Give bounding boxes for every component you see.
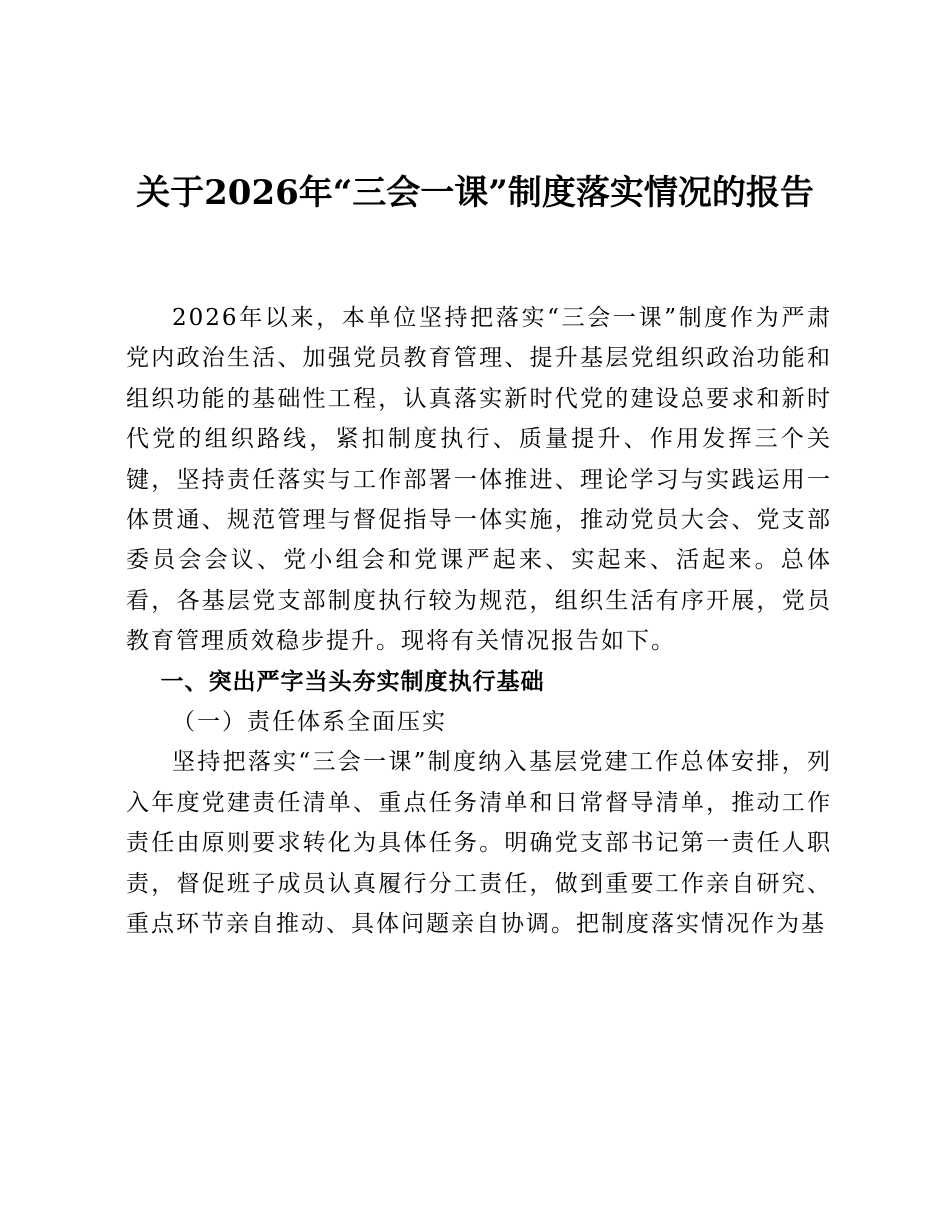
document-body bbox=[126, 298, 832, 945]
subsection-paragraph-1: 坚持把落实“三会一课”制度纳入基层党建工作总体安排，列入年度党建责任清单、重点任务清单和日常督导清单，推动工作责任由原则要求转化为具体任务。明确党支部书记第一责任人职责，督促班子成员认真履行分工责任，做到重要工作亲自研究、重点环节亲自推动、具体问题亲自协调。把制度落实情况作为基 bbox=[126, 749, 832, 938]
section-heading-1: 一、突出严字当头夯实制度执行基础 bbox=[160, 668, 545, 695]
document-title: 关于2026年“三会一课”制度落实情况的报告 bbox=[136, 173, 814, 213]
intro-paragraph: 2026年以来，本单位坚持把落实“三会一课”制度作为严肃党内政治生活、加强党员教育管理、提升基层党组织政治功能和组织功能的基础性工程，认真落实新时代党的建设总要求和新时代党的组织路线，紧扣制度执行、质量提升、作用发挥三个关键，坚持责任落实与工作部署一体推进、理论学习与实践运用一体贯通、规范管理与督促指导一体实施，推动党员大会、党支部委员会会议、党小组会和党课严起来、实起来、活起来。总体看，各基层党支部制度执行较为规范，组织生活有序开展，党员教育管理质效稳步提升。现将有关情况报告如下。 bbox=[126, 305, 832, 655]
subsection-heading-1: （一）责任体系全面压实 bbox=[172, 709, 447, 736]
